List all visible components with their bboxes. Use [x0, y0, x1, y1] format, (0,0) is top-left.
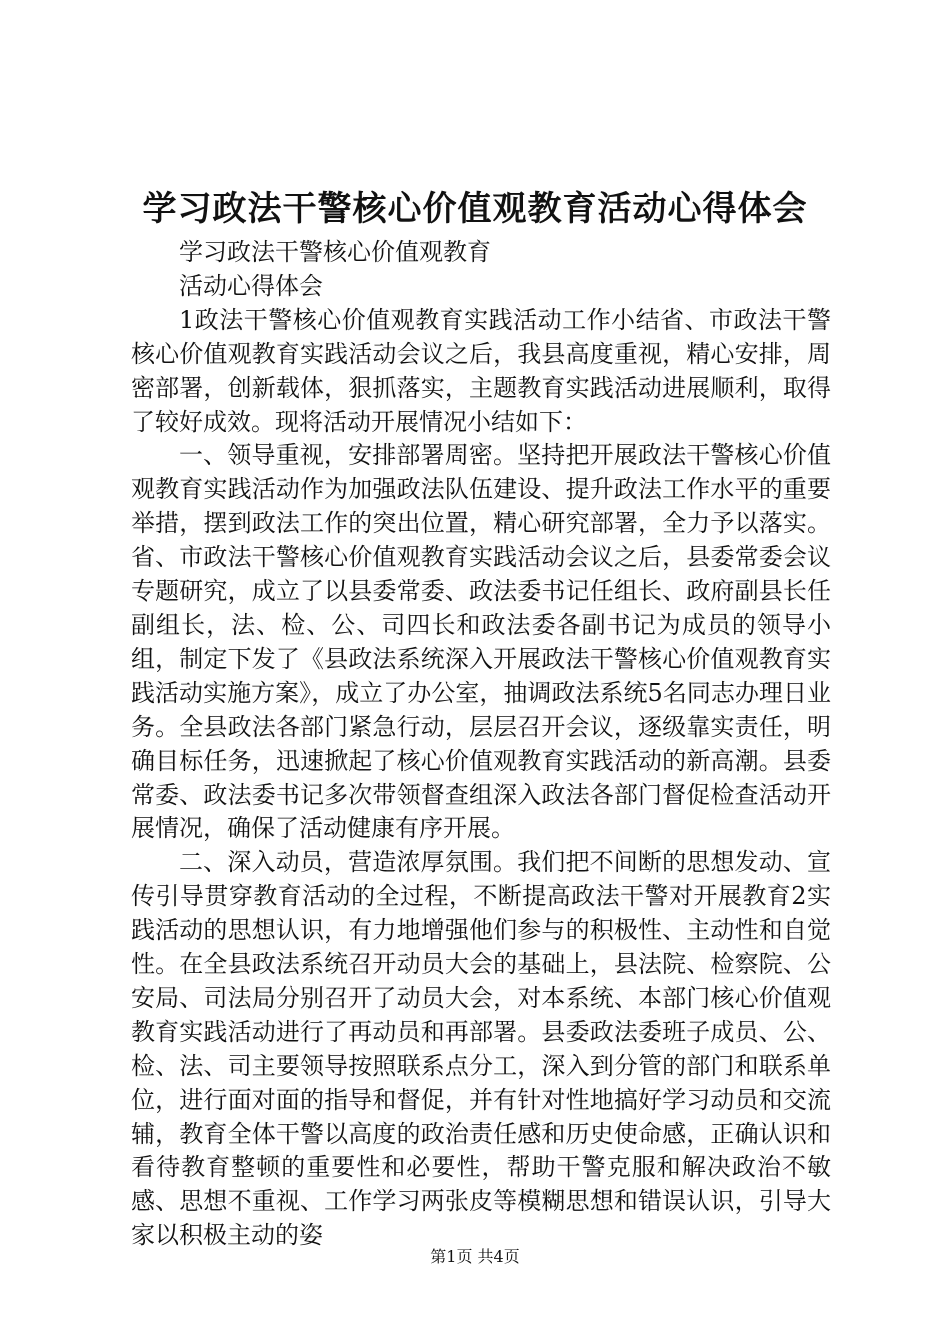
document-body	[131, 236, 831, 1253]
subtitle-line-1: 学习政法干警核心价值观教育	[179, 238, 491, 266]
page-footer: 第1页 共4页	[430, 1247, 520, 1266]
subtitle-line-2: 活动心得体会	[179, 271, 323, 300]
paragraph-3: 二、深入动员，营造浓厚氛围。我们把不间断的思想发动、宣传引导贯穿教育活动的全过程，不断提高政法干警对开展教育2实践活动的思想认识，有力地增强他们参与的积极性、主动性和自觉性。在全县政法系统召开动员大会的基础上，县法院、检察院、公安局、司法局分别召开了动员大会，对本系统、本部门核心价值观教育实践活动进行了再动员和再部署。县委政法委班子成员、公、检、法、司主要领导按照联系点分工，深入到分管的部门和联系单位，进行面对面的指导和督促，并有针对性地搞好学习动员和交流辅，教育全体干警以高度的政治责任感和历史使命感，正确认识和看待教育整顿的重要性和必要性，帮助干警克服和解决政治不敏感、思想不重视、工作学习两张皮等模糊思想和错误认识，引导大家以积极主动的姿	[131, 848, 831, 1250]
paragraph-2: 一、领导重视，安排部署周密。坚持把开展政法干警核心价值观教育实践活动作为加强政法队伍建设、提升政法工作水平的重要举措，摆到政法工作的突出位置，精心研究部署，全力予以落实。省、市政法干警核心价值观教育实践活动会议之后，县委常委会议专题研究，成立了以县委常委、政法委书记任组长、政府副县长任副组长，法、检、公、司四长和政法委各副书记为成员的领导小组，制定下发了《县政法系统深入开展政法干警核心价值观教育实践活动实施方案》，成立了办公室，抽调政法系统5名同志办理日业务。全县政法各部门紧急行动，层层召开会议，逐级靠实责任，明确目标任务，迅速掀起了核心价值观教育实践活动的新高潮。县委常委、政法委书记多次带领督查组深入政法各部门督促检查活动开展情况，确保了活动健康有序开展。	[131, 441, 831, 843]
document-title: 学习政法干警核心价值观教育活动心得体会	[142, 189, 808, 229]
paragraph-1: 1政法干警核心价值观教育实践活动工作小结省、市政法干警核心价值观教育实践活动会议之后，我县高度重视，精心安排，周密部署，创新载体，狠抓落实，主题教育实践活动进展顺利，取得了较好成效。现将活动开展情况小结如下：	[131, 305, 831, 436]
